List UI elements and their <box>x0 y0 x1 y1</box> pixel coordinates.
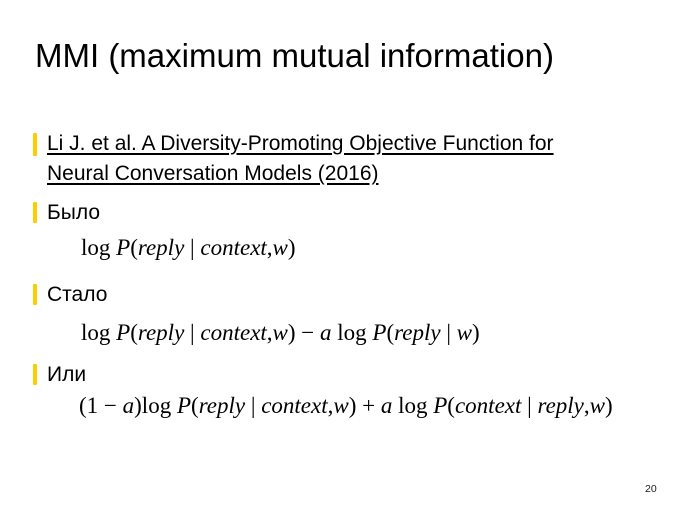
formula-variable: reply <box>137 320 185 345</box>
formula-variable: context <box>200 320 267 345</box>
formula-operator: ( <box>386 320 395 345</box>
formula-operator: | <box>184 320 201 345</box>
formula-operator: ) + <box>348 393 381 418</box>
formula-variable: P <box>116 235 131 260</box>
formula-operator: , <box>266 235 273 260</box>
formula-variable: w <box>272 320 288 345</box>
formula-operator: ( <box>191 393 199 418</box>
formula-operator: log <box>81 320 117 345</box>
formula-operator: ) − <box>287 320 321 345</box>
bullet-bar <box>33 202 37 223</box>
formula-variable: a <box>320 320 332 345</box>
formula-operator: ) <box>472 320 480 345</box>
formula-operator: , <box>583 393 590 418</box>
formula-operator: log <box>331 320 373 345</box>
formula-weighted-objective <box>79 393 613 419</box>
formula-variable: P <box>176 393 192 418</box>
formula-variable: P <box>116 320 131 345</box>
formula-variable: context <box>261 393 328 418</box>
formula-operator: | <box>184 235 201 260</box>
formula-variable: reply <box>137 235 185 260</box>
bullet-bar <box>33 364 37 385</box>
formula-variable: P <box>372 320 387 345</box>
bullet-or <box>33 360 86 390</box>
formula-variable: context <box>454 393 522 418</box>
formula-variable: P <box>433 393 448 418</box>
formula-variable: w <box>456 320 473 345</box>
formula-operator: ( <box>130 320 138 345</box>
formula-operator: )log <box>134 393 177 418</box>
page-number: 20 <box>645 483 657 495</box>
formula-variable: reply <box>537 393 584 418</box>
slide-title: MMI (maximum mutual information) <box>35 37 554 74</box>
formula-operator: log <box>81 235 117 260</box>
formula-variable: reply <box>394 320 441 345</box>
bullet-bar <box>33 284 37 305</box>
formula-variable: w <box>589 393 605 418</box>
formula-operator: , <box>266 320 273 345</box>
formula-operator: | <box>245 393 262 418</box>
formula-operator: (1 − <box>79 393 123 418</box>
formula-variable: context <box>200 235 267 260</box>
formula-operator: ) <box>287 235 296 260</box>
formula-variable: a <box>380 393 393 418</box>
formula-operator: log <box>392 393 434 418</box>
bullet-became <box>33 280 107 310</box>
citation-link[interactable]: Li J. et al. A Diversity-Promoting Objective Function for Neural Conversation Models (2016) <box>47 132 554 185</box>
formula-mmi-objective <box>81 320 480 346</box>
bullet-was <box>33 198 100 228</box>
formula-operator: , <box>327 393 334 418</box>
formula-operator: ( <box>130 235 138 260</box>
formula-operator: | <box>440 320 457 345</box>
formula-operator: | <box>521 393 538 418</box>
citation-bullet <box>33 129 611 189</box>
formula-variable: a <box>122 393 135 418</box>
formula-operator: ( <box>447 393 455 418</box>
formula-baseline-objective <box>81 235 296 261</box>
formula-variable: w <box>272 235 288 260</box>
formula-variable: reply <box>198 393 246 418</box>
formula-operator: ) <box>604 393 613 418</box>
bullet-bar <box>33 133 37 156</box>
bullet-or-label: Или <box>47 363 87 386</box>
bullet-became-label: Стало <box>47 283 108 306</box>
formula-variable: w <box>333 393 349 418</box>
bullet-was-label: Было <box>47 201 101 224</box>
